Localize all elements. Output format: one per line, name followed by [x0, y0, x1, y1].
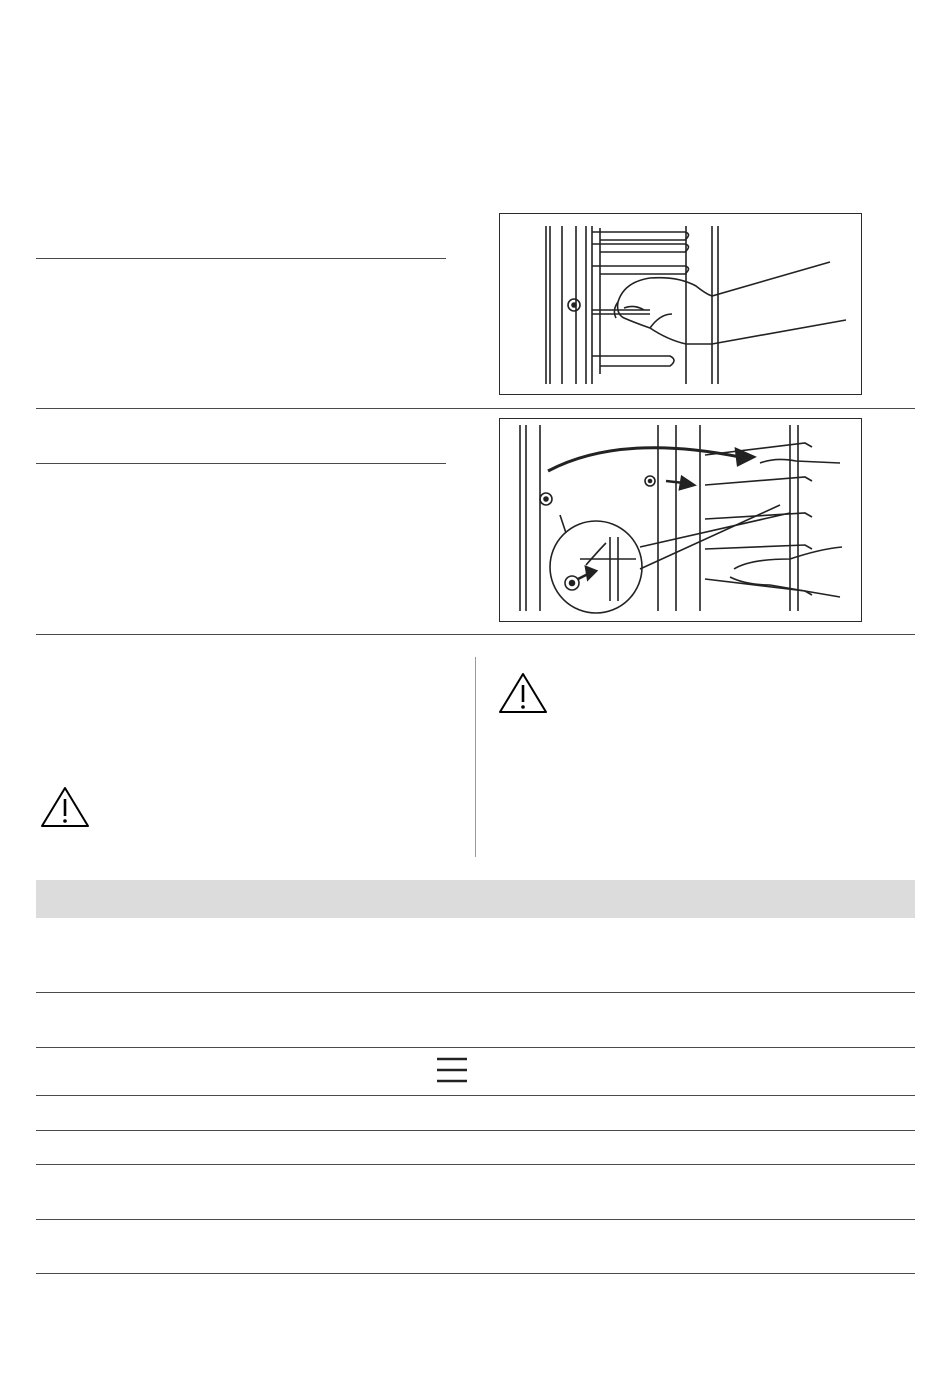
section-heading-band: [36, 880, 915, 918]
hand-pulling-shelf-support-icon: [500, 214, 861, 394]
section-rule-mid-left: [36, 463, 446, 464]
table-row-rule: [36, 1095, 915, 1096]
table-row-rule: [36, 1130, 915, 1131]
warning-triangle-icon: [40, 786, 90, 833]
section-rule-mid-full: [36, 408, 915, 409]
column-separator: [475, 657, 476, 857]
table-row-rule: [36, 1273, 915, 1274]
shelf-support-removal-illustration: [499, 213, 862, 395]
section-rule-lower-full: [36, 634, 915, 635]
warning-triangle-icon: [498, 672, 548, 719]
table-row-rule: [36, 992, 915, 993]
section-rule-upper-left: [36, 258, 446, 259]
menu-icon: [436, 1057, 468, 1088]
table-row-rule: [36, 1164, 915, 1165]
shelf-support-insertion-icon: [500, 419, 861, 621]
table-row-rule: [36, 1219, 915, 1220]
shelf-support-installation-illustration: [499, 418, 862, 622]
table-row-rule: [36, 1047, 915, 1048]
